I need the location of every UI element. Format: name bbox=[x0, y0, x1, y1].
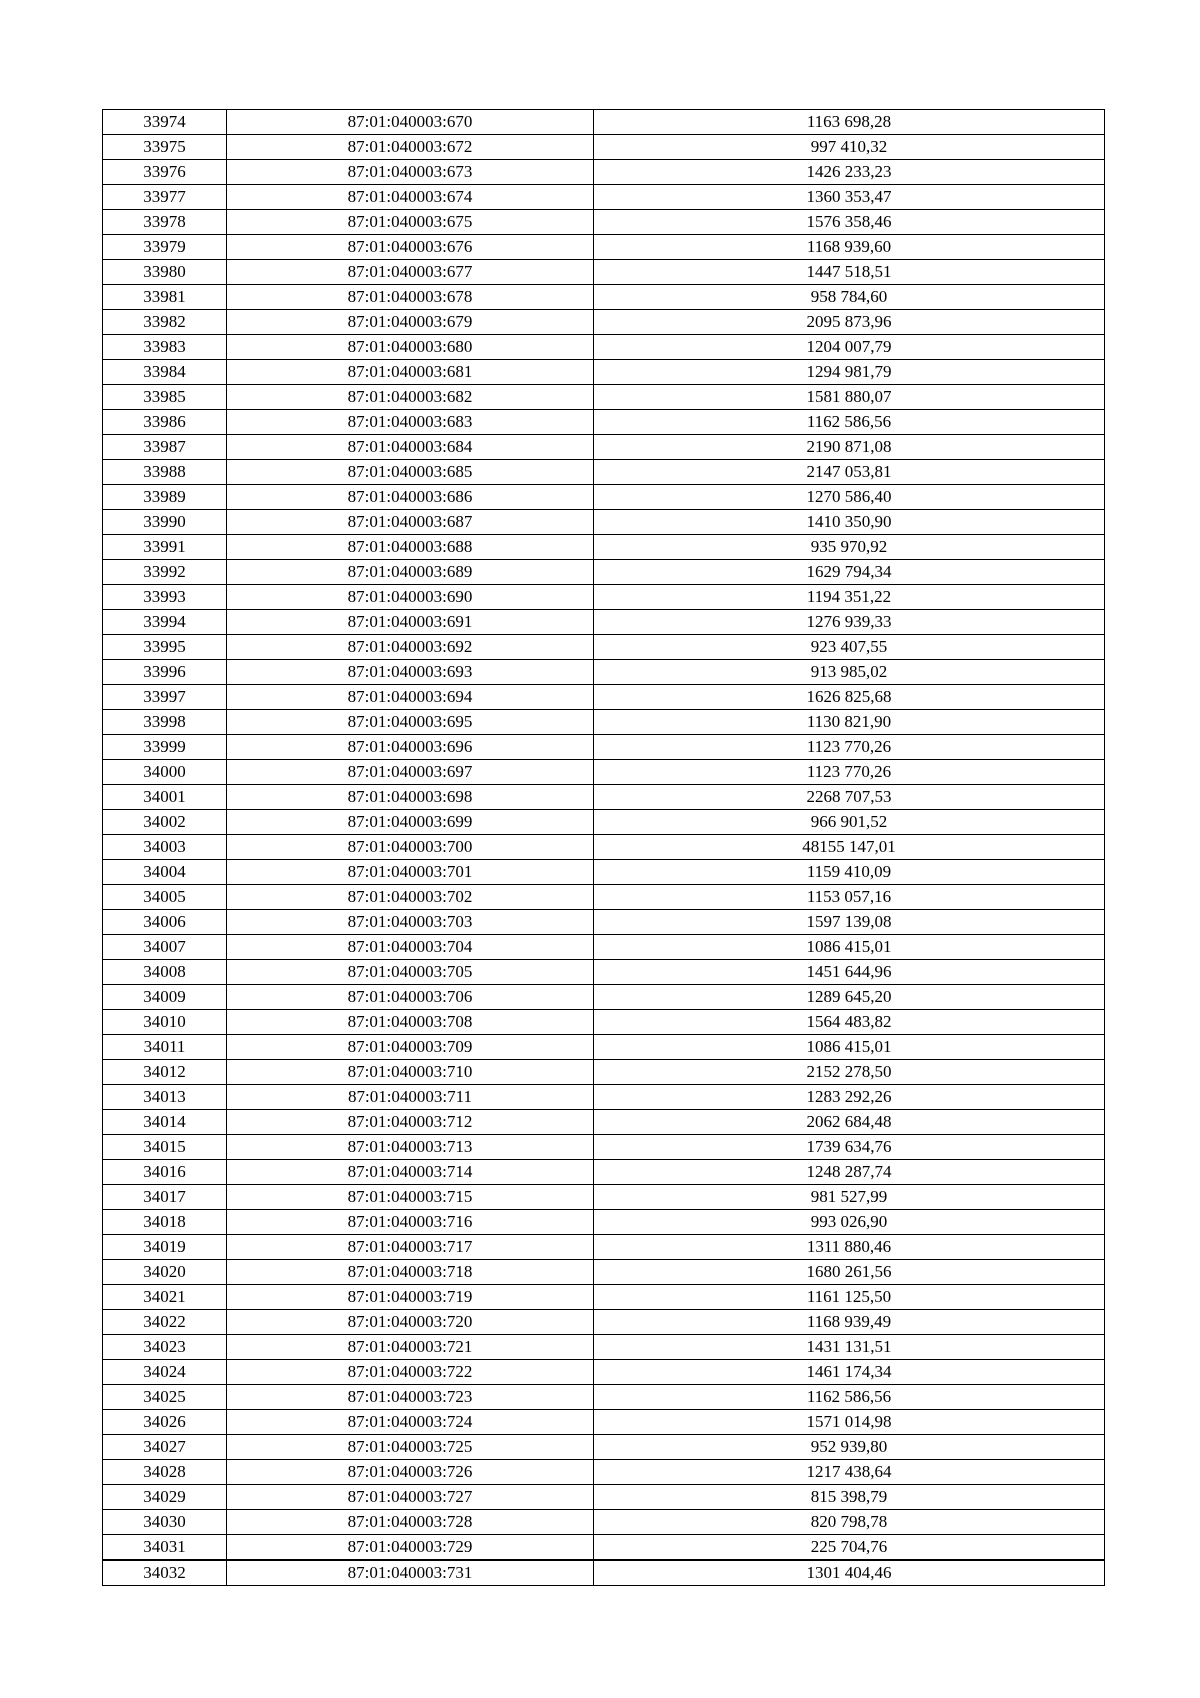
cadastral-number-cell: 87:01:040003:703 bbox=[227, 910, 594, 935]
cadastral-value-cell: 1159 410,09 bbox=[594, 860, 1105, 885]
row-number-cell: 34023 bbox=[103, 1335, 227, 1360]
row-number-cell: 34027 bbox=[103, 1435, 227, 1460]
cadastral-value-cell: 1194 351,22 bbox=[594, 585, 1105, 610]
cadastral-number-cell: 87:01:040003:689 bbox=[227, 560, 594, 585]
table-row bbox=[103, 860, 1105, 885]
cadastral-number-cell: 87:01:040003:690 bbox=[227, 585, 594, 610]
cadastral-value-cell: 1086 415,01 bbox=[594, 1035, 1105, 1060]
cadastral-value-cell: 966 901,52 bbox=[594, 810, 1105, 835]
table-row bbox=[103, 1510, 1105, 1535]
table-row bbox=[103, 1135, 1105, 1160]
cadastral-number-cell: 87:01:040003:714 bbox=[227, 1160, 594, 1185]
table-row bbox=[103, 1410, 1105, 1435]
cadastral-number-cell: 87:01:040003:700 bbox=[227, 835, 594, 860]
cadastral-value-cell: 1168 939,60 bbox=[594, 235, 1105, 260]
cadastral-value-cell: 1571 014,98 bbox=[594, 1410, 1105, 1435]
cadastral-value-cell: 2268 707,53 bbox=[594, 785, 1105, 810]
cadastral-value-cell: 935 970,92 bbox=[594, 535, 1105, 560]
table-row bbox=[103, 460, 1105, 485]
row-number-cell: 33993 bbox=[103, 585, 227, 610]
row-number-cell: 34025 bbox=[103, 1385, 227, 1410]
cadastral-number-cell: 87:01:040003:673 bbox=[227, 160, 594, 185]
cadastral-number-cell: 87:01:040003:708 bbox=[227, 1010, 594, 1035]
row-number-cell: 33982 bbox=[103, 310, 227, 335]
table-row bbox=[103, 285, 1105, 310]
table-row bbox=[103, 1210, 1105, 1235]
cadastral-value-cell: 1086 415,01 bbox=[594, 935, 1105, 960]
cadastral-value-cell: 1447 518,51 bbox=[594, 260, 1105, 285]
cadastral-value-cell: 993 026,90 bbox=[594, 1210, 1105, 1235]
table-row bbox=[103, 585, 1105, 610]
table-row bbox=[103, 235, 1105, 260]
cadastral-value-cell: 1204 007,79 bbox=[594, 335, 1105, 360]
row-number-cell: 34018 bbox=[103, 1210, 227, 1235]
table-row bbox=[103, 360, 1105, 385]
table-row bbox=[103, 110, 1105, 135]
cadastral-number-cell: 87:01:040003:688 bbox=[227, 535, 594, 560]
cadastral-number-cell: 87:01:040003:715 bbox=[227, 1185, 594, 1210]
cadastral-number-cell: 87:01:040003:681 bbox=[227, 360, 594, 385]
table-row bbox=[103, 760, 1105, 785]
table-row bbox=[103, 610, 1105, 635]
row-number-cell: 33990 bbox=[103, 510, 227, 535]
cadastral-value-cell: 1629 794,34 bbox=[594, 560, 1105, 585]
cadastral-number-cell: 87:01:040003:720 bbox=[227, 1310, 594, 1335]
table-row bbox=[103, 485, 1105, 510]
table-row bbox=[103, 1235, 1105, 1260]
cadastral-number-cell: 87:01:040003:691 bbox=[227, 610, 594, 635]
row-number-cell: 34001 bbox=[103, 785, 227, 810]
row-number-cell: 33975 bbox=[103, 135, 227, 160]
cadastral-number-cell: 87:01:040003:692 bbox=[227, 635, 594, 660]
table-row bbox=[103, 1060, 1105, 1085]
cadastral-value-cell: 1123 770,26 bbox=[594, 760, 1105, 785]
row-number-cell: 33999 bbox=[103, 735, 227, 760]
cadastral-number-cell: 87:01:040003:687 bbox=[227, 510, 594, 535]
cadastral-number-cell: 87:01:040003:718 bbox=[227, 1260, 594, 1285]
table-row bbox=[103, 1010, 1105, 1035]
cadastral-number-cell: 87:01:040003:693 bbox=[227, 660, 594, 685]
cadastral-value-cell: 1360 353,47 bbox=[594, 185, 1105, 210]
cadastral-value-cell: 1270 586,40 bbox=[594, 485, 1105, 510]
cadastral-number-cell: 87:01:040003:670 bbox=[227, 110, 594, 135]
table-row bbox=[103, 335, 1105, 360]
cadastral-number-cell: 87:01:040003:682 bbox=[227, 385, 594, 410]
cadastral-value-cell: 1276 939,33 bbox=[594, 610, 1105, 635]
row-number-cell: 34002 bbox=[103, 810, 227, 835]
row-number-cell: 34000 bbox=[103, 760, 227, 785]
row-number-cell: 33983 bbox=[103, 335, 227, 360]
row-number-cell: 34029 bbox=[103, 1485, 227, 1510]
row-number-cell: 33987 bbox=[103, 435, 227, 460]
cadastral-number-cell: 87:01:040003:698 bbox=[227, 785, 594, 810]
row-number-cell: 34017 bbox=[103, 1185, 227, 1210]
table-row bbox=[103, 1360, 1105, 1385]
row-number-cell: 33995 bbox=[103, 635, 227, 660]
row-number-cell: 33981 bbox=[103, 285, 227, 310]
table-row bbox=[103, 1485, 1105, 1510]
row-number-cell: 33974 bbox=[103, 110, 227, 135]
cadastral-value-cell: 2190 871,08 bbox=[594, 435, 1105, 460]
cadastral-number-cell: 87:01:040003:686 bbox=[227, 485, 594, 510]
cadastral-value-cell: 2147 053,81 bbox=[594, 460, 1105, 485]
cadastral-value-cell: 1581 880,07 bbox=[594, 385, 1105, 410]
cadastral-number-cell: 87:01:040003:683 bbox=[227, 410, 594, 435]
cadastral-value-cell: 1289 645,20 bbox=[594, 985, 1105, 1010]
cadastral-value-cell: 1162 586,56 bbox=[594, 1385, 1105, 1410]
row-number-cell: 33994 bbox=[103, 610, 227, 635]
table-row bbox=[103, 185, 1105, 210]
row-number-cell: 33991 bbox=[103, 535, 227, 560]
table-row bbox=[103, 135, 1105, 160]
cadastral-number-cell: 87:01:040003:677 bbox=[227, 260, 594, 285]
cadastral-number-cell: 87:01:040003:721 bbox=[227, 1335, 594, 1360]
cadastral-value-cell: 1168 939,49 bbox=[594, 1310, 1105, 1335]
cadastral-value-cell: 1680 261,56 bbox=[594, 1260, 1105, 1285]
table-row bbox=[103, 510, 1105, 535]
cadastral-number-cell: 87:01:040003:694 bbox=[227, 685, 594, 710]
cadastral-number-cell: 87:01:040003:727 bbox=[227, 1485, 594, 1510]
cadastral-number-cell: 87:01:040003:676 bbox=[227, 235, 594, 260]
cadastral-value-cell: 1451 644,96 bbox=[594, 960, 1105, 985]
row-number-cell: 33979 bbox=[103, 235, 227, 260]
table-row bbox=[103, 1560, 1105, 1586]
row-number-cell: 34014 bbox=[103, 1110, 227, 1135]
row-number-cell: 33986 bbox=[103, 410, 227, 435]
cadastral-number-cell: 87:01:040003:679 bbox=[227, 310, 594, 335]
table-row bbox=[103, 885, 1105, 910]
table-row bbox=[103, 1435, 1105, 1460]
cadastral-value-cell: 1311 880,46 bbox=[594, 1235, 1105, 1260]
table-row bbox=[103, 910, 1105, 935]
cadastral-number-cell: 87:01:040003:696 bbox=[227, 735, 594, 760]
cadastral-number-cell: 87:01:040003:725 bbox=[227, 1435, 594, 1460]
cadastral-value-cell: 1431 131,51 bbox=[594, 1335, 1105, 1360]
cadastral-value-cell: 1130 821,90 bbox=[594, 710, 1105, 735]
row-number-cell: 34013 bbox=[103, 1085, 227, 1110]
cadastral-value-cell: 2152 278,50 bbox=[594, 1060, 1105, 1085]
table-row bbox=[103, 785, 1105, 810]
row-number-cell: 33976 bbox=[103, 160, 227, 185]
row-number-cell: 34011 bbox=[103, 1035, 227, 1060]
table-row bbox=[103, 535, 1105, 560]
cadastral-number-cell: 87:01:040003:717 bbox=[227, 1235, 594, 1260]
cadastral-value-cell: 1410 350,90 bbox=[594, 510, 1105, 535]
cadastral-value-cell: 225 704,76 bbox=[594, 1535, 1105, 1561]
cadastral-number-cell: 87:01:040003:678 bbox=[227, 285, 594, 310]
cadastral-value-cell: 1283 292,26 bbox=[594, 1085, 1105, 1110]
row-number-cell: 34006 bbox=[103, 910, 227, 935]
row-number-cell: 34031 bbox=[103, 1535, 227, 1561]
row-number-cell: 34012 bbox=[103, 1060, 227, 1085]
row-number-cell: 34026 bbox=[103, 1410, 227, 1435]
cadastral-number-cell: 87:01:040003:712 bbox=[227, 1110, 594, 1135]
cadastral-number-cell: 87:01:040003:728 bbox=[227, 1510, 594, 1535]
cadastral-value-cell: 1123 770,26 bbox=[594, 735, 1105, 760]
row-number-cell: 33984 bbox=[103, 360, 227, 385]
cadastral-value-cell: 1426 233,23 bbox=[594, 160, 1105, 185]
table-row bbox=[103, 1285, 1105, 1310]
row-number-cell: 34008 bbox=[103, 960, 227, 985]
table-row bbox=[103, 835, 1105, 860]
cadastral-value-cell: 1163 698,28 bbox=[594, 110, 1105, 135]
table-row bbox=[103, 960, 1105, 985]
cadastral-value-cell: 1301 404,46 bbox=[594, 1560, 1105, 1586]
row-number-cell: 34022 bbox=[103, 1310, 227, 1335]
cadastral-value-cell: 913 985,02 bbox=[594, 660, 1105, 685]
row-number-cell: 34028 bbox=[103, 1460, 227, 1485]
row-number-cell: 33977 bbox=[103, 185, 227, 210]
cadastral-number-cell: 87:01:040003:729 bbox=[227, 1535, 594, 1561]
cadastral-value-cell: 1248 287,74 bbox=[594, 1160, 1105, 1185]
cadastral-number-cell: 87:01:040003:680 bbox=[227, 335, 594, 360]
cadastral-value-cell: 815 398,79 bbox=[594, 1485, 1105, 1510]
table-row bbox=[103, 560, 1105, 585]
row-number-cell: 34016 bbox=[103, 1160, 227, 1185]
row-number-cell: 33997 bbox=[103, 685, 227, 710]
row-number-cell: 34005 bbox=[103, 885, 227, 910]
table-row bbox=[103, 1335, 1105, 1360]
cadastral-number-cell: 87:01:040003:724 bbox=[227, 1410, 594, 1435]
row-number-cell: 34003 bbox=[103, 835, 227, 860]
table-row bbox=[103, 260, 1105, 285]
row-number-cell: 33978 bbox=[103, 210, 227, 235]
row-number-cell: 34021 bbox=[103, 1285, 227, 1310]
row-number-cell: 34015 bbox=[103, 1135, 227, 1160]
row-number-cell: 34019 bbox=[103, 1235, 227, 1260]
table-row bbox=[103, 1460, 1105, 1485]
cadastral-number-cell: 87:01:040003:674 bbox=[227, 185, 594, 210]
table-row bbox=[103, 1260, 1105, 1285]
row-number-cell: 33996 bbox=[103, 660, 227, 685]
cadastral-value-cell: 48155 147,01 bbox=[594, 835, 1105, 860]
cadastral-value-cell: 958 784,60 bbox=[594, 285, 1105, 310]
cadastral-value-cell: 952 939,80 bbox=[594, 1435, 1105, 1460]
row-number-cell: 33980 bbox=[103, 260, 227, 285]
row-number-cell: 34024 bbox=[103, 1360, 227, 1385]
cadastral-value-cell: 2095 873,96 bbox=[594, 310, 1105, 335]
cadastral-number-cell: 87:01:040003:731 bbox=[227, 1560, 594, 1586]
row-number-cell: 34004 bbox=[103, 860, 227, 885]
row-number-cell: 34010 bbox=[103, 1010, 227, 1035]
cadastral-value-cell: 997 410,32 bbox=[594, 135, 1105, 160]
table-row bbox=[103, 310, 1105, 335]
row-number-cell: 33992 bbox=[103, 560, 227, 585]
cadastral-number-cell: 87:01:040003:706 bbox=[227, 985, 594, 1010]
cadastral-number-cell: 87:01:040003:723 bbox=[227, 1385, 594, 1410]
cadastral-number-cell: 87:01:040003:695 bbox=[227, 710, 594, 735]
table-row bbox=[103, 710, 1105, 735]
cadastral-number-cell: 87:01:040003:716 bbox=[227, 1210, 594, 1235]
cadastral-number-cell: 87:01:040003:713 bbox=[227, 1135, 594, 1160]
cadastral-number-cell: 87:01:040003:672 bbox=[227, 135, 594, 160]
row-number-cell: 34030 bbox=[103, 1510, 227, 1535]
cadastral-number-cell: 87:01:040003:722 bbox=[227, 1360, 594, 1385]
table-row bbox=[103, 1385, 1105, 1410]
cadastral-value-cell: 1564 483,82 bbox=[594, 1010, 1105, 1035]
table-row bbox=[103, 435, 1105, 460]
cadastral-number-cell: 87:01:040003:711 bbox=[227, 1085, 594, 1110]
cadastral-value-cell: 2062 684,48 bbox=[594, 1110, 1105, 1135]
cadastral-number-cell: 87:01:040003:697 bbox=[227, 760, 594, 785]
table-body bbox=[103, 110, 1105, 1586]
table-row bbox=[103, 1035, 1105, 1060]
cadastral-number-cell: 87:01:040003:719 bbox=[227, 1285, 594, 1310]
cadastral-value-cell: 1597 139,08 bbox=[594, 910, 1105, 935]
cadastral-value-cell: 1294 981,79 bbox=[594, 360, 1105, 385]
row-number-cell: 33985 bbox=[103, 385, 227, 410]
table-row bbox=[103, 660, 1105, 685]
table-row bbox=[103, 985, 1105, 1010]
row-number-cell: 33988 bbox=[103, 460, 227, 485]
row-number-cell: 34032 bbox=[103, 1560, 227, 1586]
table-row bbox=[103, 1535, 1105, 1561]
cadastral-number-cell: 87:01:040003:705 bbox=[227, 960, 594, 985]
cadastral-value-cell: 1626 825,68 bbox=[594, 685, 1105, 710]
table-row bbox=[103, 1160, 1105, 1185]
cadastral-value-cell: 981 527,99 bbox=[594, 1185, 1105, 1210]
table-row bbox=[103, 160, 1105, 185]
cadastral-value-table bbox=[102, 109, 1105, 1586]
cadastral-value-cell: 1217 438,64 bbox=[594, 1460, 1105, 1485]
cadastral-value-cell: 820 798,78 bbox=[594, 1510, 1105, 1535]
table-row bbox=[103, 1310, 1105, 1335]
cadastral-value-cell: 1576 358,46 bbox=[594, 210, 1105, 235]
cadastral-number-cell: 87:01:040003:710 bbox=[227, 1060, 594, 1085]
cadastral-value-cell: 1161 125,50 bbox=[594, 1285, 1105, 1310]
table-row bbox=[103, 410, 1105, 435]
table-row bbox=[103, 685, 1105, 710]
cadastral-value-cell: 1153 057,16 bbox=[594, 885, 1105, 910]
cadastral-number-cell: 87:01:040003:726 bbox=[227, 1460, 594, 1485]
row-number-cell: 33998 bbox=[103, 710, 227, 735]
row-number-cell: 34020 bbox=[103, 1260, 227, 1285]
table-row bbox=[103, 935, 1105, 960]
cadastral-number-cell: 87:01:040003:704 bbox=[227, 935, 594, 960]
table-row bbox=[103, 1085, 1105, 1110]
row-number-cell: 34007 bbox=[103, 935, 227, 960]
cadastral-number-cell: 87:01:040003:699 bbox=[227, 810, 594, 835]
cadastral-value-cell: 1461 174,34 bbox=[594, 1360, 1105, 1385]
row-number-cell: 33989 bbox=[103, 485, 227, 510]
cadastral-number-cell: 87:01:040003:685 bbox=[227, 460, 594, 485]
cadastral-value-cell: 1739 634,76 bbox=[594, 1135, 1105, 1160]
table-row bbox=[103, 1110, 1105, 1135]
cadastral-number-cell: 87:01:040003:702 bbox=[227, 885, 594, 910]
cadastral-number-cell: 87:01:040003:684 bbox=[227, 435, 594, 460]
table-row bbox=[103, 635, 1105, 660]
cadastral-number-cell: 87:01:040003:709 bbox=[227, 1035, 594, 1060]
table-row bbox=[103, 1185, 1105, 1210]
table-row bbox=[103, 385, 1105, 410]
cadastral-number-cell: 87:01:040003:701 bbox=[227, 860, 594, 885]
cadastral-number-cell: 87:01:040003:675 bbox=[227, 210, 594, 235]
table-row bbox=[103, 735, 1105, 760]
table-row bbox=[103, 210, 1105, 235]
cadastral-value-cell: 1162 586,56 bbox=[594, 410, 1105, 435]
table-row bbox=[103, 810, 1105, 835]
row-number-cell: 34009 bbox=[103, 985, 227, 1010]
cadastral-value-cell: 923 407,55 bbox=[594, 635, 1105, 660]
